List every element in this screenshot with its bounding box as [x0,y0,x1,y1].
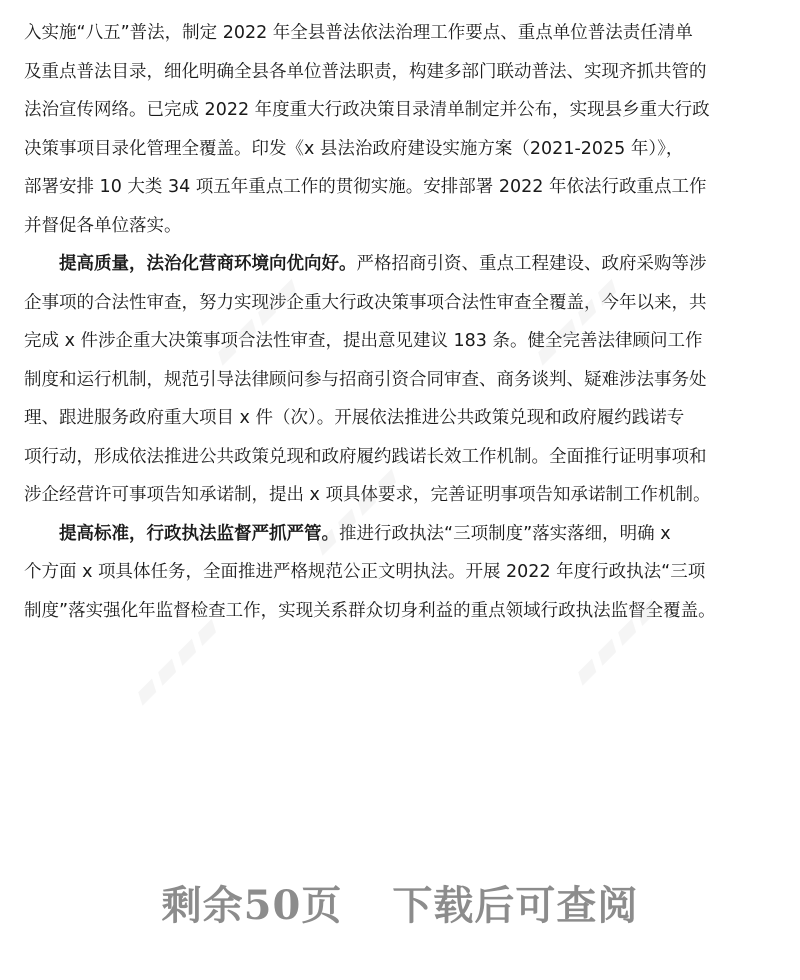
text-line: 涉企经营许可事项告知承诺制，提出 x 项具体要求，完善证明事项告知承诺制工作机制。 [24,485,711,505]
download-to-view-label[interactable]: 下载后可查阅 [392,882,639,929]
text-line: 个方面 x 项具体任务，全面推进严格规范公正文明执法。开展 2022 年度行政执法“三项 [24,562,706,582]
paragraph-start-standard [24,515,776,554]
watermark-mark: ▰▰▰▰ [302,456,411,564]
remaining-pages-label: 剩余50页 [161,882,343,929]
text-line: 项行动，形成依法推进公共政策兑现和政府履约践诺长效工作机制。全面推行证明事项和 [24,446,707,467]
watermark-mark: ▰▰▰▰ [122,606,231,714]
text-line: 部署安排 10 大类 34 项五年重点工作的贯彻实施。安排部署 2022 年依法行政重点工作 [24,177,707,197]
watermark-mark: ▰▰▰▰ [562,586,671,694]
text-line: 法治宣传网络。已完成 2022 年度重大行政决策目录清单制定并公布，实现县乡重大行政 [24,100,710,120]
download-banner[interactable] [0,874,800,931]
text-line: 制度”落实强化年监督检查工作，实现关系群众切身利益的重点领域行政执法监督全覆盖。 [24,600,716,621]
text-line: 并督促各单位落实。 [24,215,182,236]
text-line: 企事项的合法性审查，努力实现涉企重大行政决策事项合法性审查全覆盖，今年以来，共 [24,292,707,313]
watermark-mark: ▰▰▰▰ [522,266,631,374]
text-run: 推进行政执法“三项制度”落实落细，明确 x [339,523,671,544]
text-run: 严格招商引资、重点工程建设、政府采购等涉 [356,254,707,274]
text-line: 制度和运行机制，规范引导法律顾问参与招商引资合同审查、商务谈判、疑难涉法事务处 [24,369,707,390]
text-line: 及重点普法目录，细化明确全县各单位普法职责，构建多部门联动普法、实现齐抓共管的 [24,61,707,82]
text-line: 理、跟进服务政府重大项目 x 件（次）。开展依法推进公共政策兑现和政府履约践诺专 [24,408,685,428]
text-line: 完成 x 件涉企重大决策事项合法性审查，提出意见建议 183 条。健全完善法律顾问工作 [24,331,703,351]
text-line: 决策事项目录化管理全覆盖。印发《x 县法治政府建设实施方案（2021-2025 年）》， [24,138,684,159]
paragraph-start-quality [24,245,776,284]
text-line: 入实施“八五”普法，制定 2022 年全县普法依法治理工作要点、重点单位普法责任清单 [24,23,693,43]
document-body [24,14,776,630]
paragraph-lead-standard: 提高标准，行政执法监督严抓严管。 [59,523,339,544]
watermark-mark: ▰▰▰▰ [202,266,311,374]
paragraph-lead-quality: 提高质量，法治化营商环境向优向好。 [59,254,357,274]
